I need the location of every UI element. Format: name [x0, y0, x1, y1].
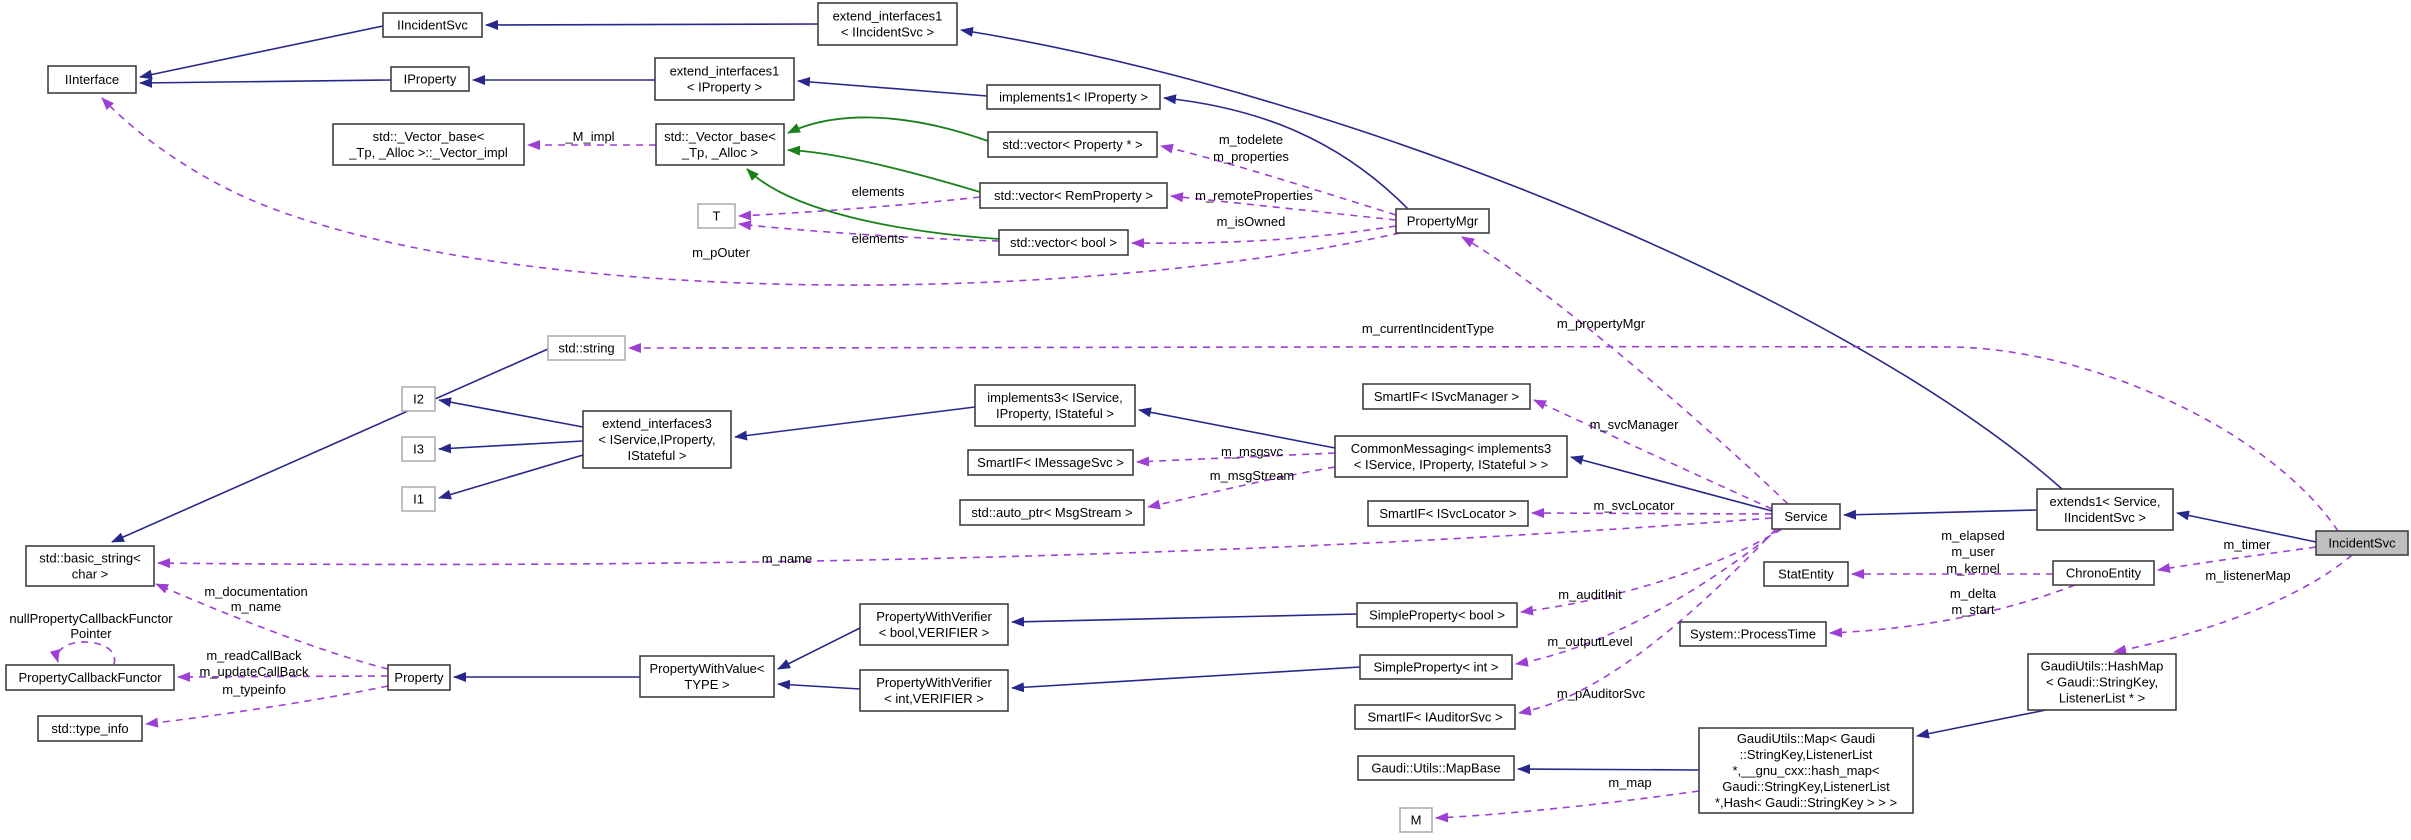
node-label-std-type-info-line0: std::type_info: [51, 721, 129, 736]
node-label-iinterface-line0: IInterface: [64, 72, 120, 87]
node-label-vector-impl-line1: _Tp, _Alloc >::_Vector_impl: [349, 145, 508, 160]
node-label-i1-param-line0: I1: [413, 491, 424, 507]
edge-label-m_name: m_name: [761, 551, 813, 566]
node-label-propertymgr-line0: PropertyMgr: [1406, 213, 1479, 229]
node-label-iproperty-line0: IProperty: [403, 71, 457, 87]
node-vector-base[interactable]: [656, 124, 784, 165]
node-label-gaudiutils-hashmap-line1: < Gaudi::StringKey,: [2045, 674, 2159, 690]
node-gaudiutils-map[interactable]: [1699, 728, 1913, 813]
edge-service-to-smartif-isvclocator: [1532, 513, 1772, 514]
node-label-i2-param-line0: I2: [413, 391, 424, 407]
node-label-gaudiutils-map-line4: *,Hash< Gaudi::StringKey > > >: [1714, 795, 1898, 810]
node-extend-interfaces3[interactable]: [583, 411, 731, 468]
node-label-propertywithverifier-int-line1: < int,VERIFIER >: [884, 691, 984, 706]
node-label-service-line0: Service: [1784, 509, 1828, 524]
edge-label-m_remoteProperties: m_remoteProperties: [1195, 188, 1313, 203]
node-label-smartif-iauditorsvc-line0: SmartIF< IAuditorSvc >: [1367, 709, 1503, 725]
node-m-param[interactable]: [1400, 808, 1432, 832]
node-std-basic-string[interactable]: [26, 546, 154, 586]
node-implements3[interactable]: [975, 385, 1135, 426]
node-label-extends1-service-iincidentsvc-line0: extends1< Service,: [2049, 494, 2161, 509]
node-propertywithverifier-bool[interactable]: [860, 604, 1008, 645]
node-label-std-basic-string-line0: std::basic_string<: [39, 550, 141, 566]
edge-label-m_outputLevel: m_outputLevel: [1547, 634, 1633, 649]
edge-iproperty-to-iinterface: [140, 80, 391, 83]
node-label-commonmessaging-line1: < IService, IProperty, IStateful > >: [1353, 457, 1549, 472]
node-t-param[interactable]: [698, 204, 735, 228]
node-extends1-service-iincidentsvc[interactable]: [2037, 489, 2173, 530]
node-label-propertywithverifier-bool-line1: < bool,VERIFIER >: [878, 625, 990, 640]
edge-label-m_msgStream: m_msgStream: [1209, 468, 1295, 483]
edge-label-m_listenerMap: m_listenerMap: [2205, 568, 2291, 583]
edge-extend-interfaces3-to-i3-param: [439, 441, 583, 449]
node-label-std-string-line0: std::string: [558, 340, 615, 356]
edge-label-m_timer: m_timer: [2223, 537, 2271, 552]
node-label-propertywithvalue-line1: TYPE >: [684, 677, 730, 692]
edge-label-Pointer: Pointer: [70, 626, 112, 641]
edge-iincidentsvc-interface-to-iinterface: [140, 26, 383, 77]
node-simpleproperty-int[interactable]: [1360, 655, 1512, 679]
node-propertywithvalue[interactable]: [640, 656, 774, 697]
node-label-std-basic-string-line1: char >: [71, 566, 109, 582]
edge-extend-interfaces3-to-i1-param: [439, 455, 583, 498]
node-label-iincidentsvc-interface-line0: IIncidentSvc: [397, 17, 468, 33]
edge-label-_M_impl: _M_impl: [565, 129, 615, 144]
edge-label-m_user: m_user: [1951, 544, 1995, 559]
node-label-incidentsvc-line0: IncidentSvc: [2328, 535, 2396, 551]
node-label-gaudiutils-hashmap-line0: GaudiUtils::HashMap: [2040, 658, 2164, 674]
node-smartif-isvclocator[interactable]: [1368, 501, 1528, 526]
edge-label-m_currentIncidentType: m_currentIncidentType: [1361, 321, 1495, 336]
edge-labels-layer: [9, 129, 2290, 790]
edge-simpleproperty-int-to-propertywithverifier-int: [1012, 667, 1360, 688]
node-vector-bool[interactable]: [999, 230, 1128, 255]
node-propertymgr[interactable]: [1396, 209, 1489, 233]
node-label-m-param-line0: M: [1410, 812, 1422, 828]
edge-propertywithverifier-int-to-propertywithvalue: [778, 684, 860, 689]
edge-label-m_updateCallBack: m_updateCallBack: [199, 664, 309, 679]
node-system-processtime[interactable]: [1680, 622, 1826, 646]
edge-label-m_typeinfo: m_typeinfo: [222, 682, 286, 697]
node-label-implements3-line0: implements3< IService,: [987, 390, 1123, 405]
node-iproperty[interactable]: [391, 67, 469, 91]
node-label-simpleproperty-bool-line0: SimpleProperty< bool >: [1369, 607, 1505, 623]
node-label-propertywithverifier-int-line0: PropertyWithVerifier: [876, 675, 992, 690]
node-label-propertywithvalue-line0: PropertyWithValue<: [649, 661, 765, 676]
edge-label-m_name: m_name: [230, 599, 282, 614]
node-label-vector-bool-line0: std::vector< bool >: [1010, 235, 1117, 250]
node-label-statentity-line0: StatEntity: [1778, 566, 1834, 582]
edge-label-m_propertyMgr: m_propertyMgr: [1556, 316, 1646, 331]
edge-gaudiutils-map-to-gaudi-utils-mapbase: [1518, 769, 1699, 770]
edge-propertywithverifier-bool-to-propertywithvalue: [778, 628, 860, 669]
node-label-gaudiutils-map-line2: *,__gnu_cxx::hash_map<: [1732, 763, 1880, 778]
node-gaudi-utils-mapbase[interactable]: [1358, 756, 1514, 780]
node-label-gaudiutils-hashmap-line2: ListenerList * >: [2058, 690, 2146, 706]
edge-label-m_delta: m_delta: [1949, 586, 1997, 601]
node-label-gaudiutils-map-line0: GaudiUtils::Map< Gaudi: [1736, 731, 1876, 746]
edge-implements1-iproperty-to-extend-interfaces1-iproperty: [798, 81, 987, 96]
node-vector-remproperty[interactable]: [980, 183, 1167, 208]
node-label-implements1-iproperty-line0: implements1< IProperty >: [999, 89, 1148, 105]
node-smartif-imessagesvc[interactable]: [968, 450, 1133, 475]
node-smartif-iauditorsvc[interactable]: [1355, 705, 1515, 729]
node-i3-param[interactable]: [402, 437, 435, 461]
node-label-smartif-imessagesvc-line0: SmartIF< IMessageSvc >: [977, 455, 1124, 470]
node-label-vector-property-line0: std::vector< Property * >: [1002, 137, 1143, 152]
node-label-propertycallbackfunctor-line0: PropertyCallbackFunctor: [18, 670, 162, 685]
node-label-extends1-service-iincidentsvc-line1: IIncidentSvc >: [2063, 510, 2147, 525]
node-label-auto-ptr-msgstream-line0: std::auto_ptr< MsgStream >: [971, 505, 1133, 520]
nodes-layer: [6, 3, 2408, 832]
edge-label-m_kernel: m_kernel: [1946, 561, 2000, 576]
node-iinterface[interactable]: [48, 66, 136, 93]
node-label-extend-interfaces3-line1: < IService,IProperty,: [598, 432, 716, 447]
edge-vector-remproperty-to-t-param: [739, 197, 980, 216]
node-label-extend-interfaces1-iproperty-line1: < IProperty >: [686, 79, 763, 95]
node-label-vector-impl-line0: std::_Vector_base<: [372, 129, 485, 144]
node-simpleproperty-bool[interactable]: [1357, 603, 1517, 627]
node-label-vector-remproperty-line0: std::vector< RemProperty >: [994, 188, 1153, 203]
node-implements1-iproperty[interactable]: [987, 85, 1160, 109]
edge-vector-property-to-vector-base: [788, 117, 988, 141]
edge-label-nullPropertyCallbackFunctor: nullPropertyCallbackFunctor: [9, 611, 173, 626]
node-label-extend-interfaces1-iincidentsvc-line0: extend_interfaces1: [832, 8, 943, 24]
node-propertywithverifier-int[interactable]: [860, 670, 1008, 711]
node-statentity[interactable]: [1764, 562, 1848, 586]
node-incidentsvc: [2316, 531, 2408, 555]
node-label-propertywithverifier-bool-line0: PropertyWithVerifier: [876, 609, 992, 624]
node-std-string[interactable]: [548, 336, 625, 360]
edge-label-m_todelete: m_todelete: [1218, 132, 1284, 147]
node-property[interactable]: [388, 665, 450, 690]
node-extend-interfaces1-iproperty[interactable]: [655, 58, 794, 100]
node-label-property-line0: Property: [394, 670, 444, 685]
node-extend-interfaces1-iincidentsvc[interactable]: [818, 3, 957, 45]
edge-gaudiutils-map-to-m-param: [1436, 791, 1699, 818]
node-iincidentsvc-interface[interactable]: [383, 13, 482, 37]
edge-label-m_elapsed: m_elapsed: [1941, 528, 2005, 543]
edge-std-string-to-std-basic-string: [112, 349, 548, 542]
edge-label-m_pAuditorSvc: m_pAuditorSvc: [1556, 686, 1646, 701]
node-label-extend-interfaces3-line0: extend_interfaces3: [602, 416, 712, 431]
node-label-chronoentity-line0: ChronoEntity: [2065, 565, 2142, 581]
node-label-commonmessaging-line0: CommonMessaging< implements3: [1350, 441, 1552, 456]
node-std-type-info[interactable]: [38, 716, 142, 741]
node-label-gaudi-utils-mapbase-line0: Gaudi::Utils::MapBase: [1371, 760, 1501, 776]
edge-label-m_properties: m_properties: [1213, 149, 1289, 164]
edge-label-m_svcLocator: m_svcLocator: [1593, 498, 1675, 513]
node-i2-param[interactable]: [402, 387, 435, 411]
edge-extend-interfaces3-to-i2-param: [439, 400, 583, 427]
node-vector-property[interactable]: [988, 132, 1157, 157]
node-label-vector-base-line0: std::_Vector_base<: [664, 129, 776, 144]
edge-label-m_readCallBack: m_readCallBack: [206, 648, 302, 663]
node-label-smartif-isvcmanager-line0: SmartIF< ISvcManager >: [1373, 389, 1520, 404]
node-label-gaudiutils-map-line1: ::StringKey,ListenerList: [1739, 747, 1873, 762]
node-vector-impl[interactable]: [333, 124, 524, 165]
edge-label-elements: elements: [851, 184, 905, 199]
node-label-extend-interfaces1-iproperty-line0: extend_interfaces1: [669, 63, 780, 79]
node-auto-ptr-msgstream[interactable]: [960, 500, 1144, 525]
edge-label-m_pOuter: m_pOuter: [692, 245, 750, 260]
edge-implements3-to-extend-interfaces3: [735, 407, 975, 437]
edge-label-m_start: m_start: [1951, 602, 1995, 617]
node-chronoentity[interactable]: [2053, 561, 2154, 585]
node-label-t-param-line0: T: [712, 208, 721, 224]
edge-extend-interfaces1-iincidentsvc-to-iincidentsvc-interface: [486, 24, 818, 25]
node-smartif-isvcmanager[interactable]: [1363, 384, 1530, 409]
node-label-system-processtime-line0: System::ProcessTime: [1690, 626, 1816, 642]
edge-commonmessaging-to-implements3: [1139, 410, 1335, 448]
node-label-gaudiutils-map-line3: Gaudi::StringKey,ListenerList: [1722, 779, 1890, 794]
edge-label-m_svcManager: m_svcManager: [1589, 417, 1679, 432]
node-label-simpleproperty-int-line0: SimpleProperty< int >: [1373, 659, 1499, 675]
node-label-extend-interfaces1-iincidentsvc-line1: < IIncidentSvc >: [840, 24, 935, 40]
node-i1-param[interactable]: [402, 487, 435, 511]
edge-gaudiutils-hashmap-to-gaudiutils-map: [1917, 710, 2046, 736]
node-label-extend-interfaces3-line2: IStateful >: [627, 448, 687, 463]
edge-label-m_msgsvc: m_msgsvc: [1220, 444, 1284, 459]
edge-propertycallbackfunctor-to-propertycallbackfunctor: [57, 642, 114, 664]
edge-label-m_documentation: m_documentation: [204, 584, 308, 599]
node-label-implements3-line1: IProperty, IStateful >: [996, 406, 1114, 421]
node-gaudiutils-hashmap[interactable]: [2028, 654, 2176, 710]
edge-label-m_auditInit: m_auditInit: [1558, 587, 1622, 602]
node-label-i3-param-line0: I3: [413, 441, 424, 457]
node-label-vector-base-line1: _Tp, _Alloc >: [681, 145, 759, 160]
edge-extends1-service-iincidentsvc-to-service: [1844, 510, 2037, 515]
edge-label-m_map: m_map: [1608, 775, 1652, 790]
node-label-smartif-isvclocator-line0: SmartIF< ISvcLocator >: [1379, 506, 1517, 521]
node-service[interactable]: [1772, 504, 1840, 529]
edge-label-elements: elements: [851, 231, 905, 246]
node-propertycallbackfunctor[interactable]: [6, 665, 174, 690]
edge-simpleproperty-bool-to-propertywithverifier-bool: [1012, 614, 1357, 622]
node-commonmessaging[interactable]: [1335, 436, 1567, 477]
edge-label-m_isOwned: m_isOwned: [1216, 214, 1286, 229]
